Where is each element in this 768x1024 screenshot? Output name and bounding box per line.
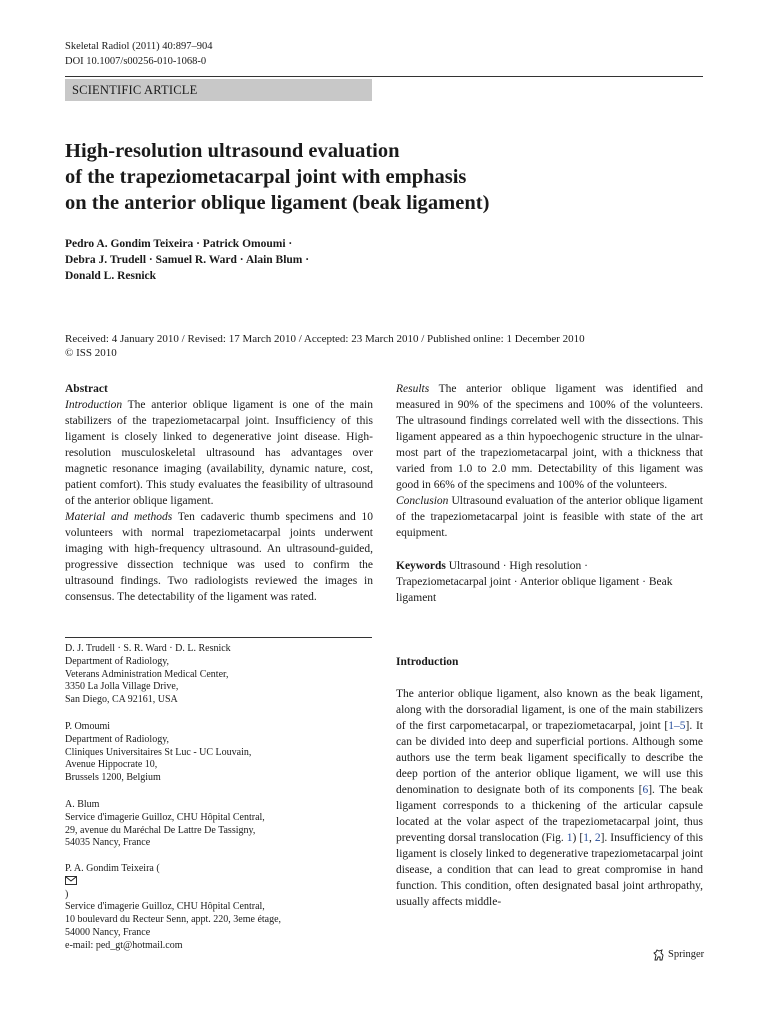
introduction-text: [396, 686, 703, 910]
intro-text-span: ]. Insufficiency of this ligament is closely linked to degenerative trapeziometacarpal joint disease, a condition that can lead to great compromise in hand function. This condition, often designated basal joint arthropathy, usually affects middle-: [396, 832, 703, 908]
author-line: Debra J. Trudell · Samuel R. Ward · Alain Blum ·: [65, 254, 310, 266]
affiliation-line: San Diego, CA 92161, USA: [65, 694, 178, 706]
keywords-label: Keywords: [396, 560, 446, 572]
springer-horse-icon: [652, 948, 666, 962]
email-link[interactable]: e-mail: ped_gt@hotmail.com: [65, 939, 183, 951]
intro-text-span: The anterior oblique ligament, also known as the beak ligament, along with the dorsoradial ligament, is one of the main stabilizers of the first carpometacarpal, or trapeziometacarpal, joint [: [396, 688, 703, 732]
affiliation-block: [65, 643, 373, 707]
abstract-conclusion-text: Ultrasound evaluation of the anterior oblique ligament of the trapeziometacarpal joint is feasible with state of the art equipment.: [396, 495, 704, 539]
keywords-line: ligament: [396, 592, 437, 604]
figure-link[interactable]: 1: [566, 832, 573, 844]
keywords-line: Ultrasound · High resolution ·: [448, 560, 588, 572]
doi: DOI 10.1007/s00256-010-1068-0: [65, 56, 207, 67]
envelope-icon: [65, 876, 77, 885]
abstract-methods-text: Ten cadaveric thumb specimens and 10 volunteers with normal trapeziometacarpal joints underwent imaging with high-frequency ultrasound. An ultrasound-guided, progressive dissection technique was used to confirm the ultrasound findings. Two radiologists reviewed the images in consensus. The detectability of the ligament was rated.: [65, 511, 374, 603]
affiliation-line: Department of Radiology,: [65, 655, 170, 667]
abstract-results-label: Results: [396, 383, 430, 395]
intro-text-span: ,: [588, 832, 595, 844]
affiliation-line: Brussels 1200, Belgium: [65, 772, 161, 784]
citation-link[interactable]: 6: [642, 784, 649, 796]
title-line: High-resolution ultrasound evaluation: [65, 140, 400, 162]
intro-text-span: ]. It can be divided into deep and superficial portions. Although some authors use the term beak ligament specifically to describe the deep portion of the anterior oblique ligament, we will use this denomination to designate both of its components [: [396, 720, 704, 796]
affiliation-line: 54035 Nancy, France: [65, 837, 151, 849]
keywords: [396, 558, 703, 606]
affiliation-block: [65, 799, 373, 850]
affiliation-line: Service d'imagerie Guilloz, CHU Hôpital Central,: [65, 811, 265, 823]
abstract-conclusion: [396, 493, 703, 541]
abstract-results: [396, 381, 703, 493]
affiliation-line: Veterans Administration Medical Center,: [65, 668, 229, 680]
affiliation-line: Cliniques Universitaires St Luc - UC Louvain,: [65, 746, 252, 758]
affiliation-line: Department of Radiology,: [65, 733, 170, 745]
title-line: of the trapeziometacarpal joint with emphasis: [65, 166, 467, 188]
abstract-results-text: The anterior oblique ligament was identified and measured in 90% of the specimens and 100% of the volunteers. The ultrasound findings correlated well with the dissections. This ligament appeared as a thin hypoechogenic structure in the ulnar-most part of the trapeziometacarpal joint, with a thickness that varied from 1.0 to 2.0 mm. Detectability of this ligament was good in 66% of the specimens and 100% of the volunteers.: [396, 383, 703, 491]
affiliation-line: 10 boulevard du Recteur Senn, appt. 220, 3eme étage,: [65, 914, 282, 926]
author-line: Pedro A. Gondim Teixeira · Patrick Omoumi ·: [65, 238, 293, 250]
article-title: [65, 138, 705, 216]
affiliation-rule: [65, 637, 372, 638]
publisher-logo: [652, 948, 704, 962]
corresponding-author: P. A. Gondim Teixeira (: [65, 863, 160, 874]
affiliation-line: D. J. Trudell · S. R. Ward · D. L. Resnick: [65, 643, 231, 654]
abstract-conclusion-label: Conclusion: [396, 495, 449, 507]
history-dates: Received: 4 January 2010 / Revised: 17 March 2010 / Accepted: 23 March 2010 / Published online: 1 December 2010: [65, 333, 585, 345]
header-rule: [65, 76, 703, 77]
affiliation-line: 29, avenue du Maréchal De Lattre De Tassigny,: [65, 824, 256, 836]
journal-citation: Skeletal Radiol (2011) 40:897–904: [65, 41, 213, 52]
abstract-methods: [65, 509, 373, 605]
copyright: © ISS 2010: [65, 347, 117, 359]
citation-link[interactable]: 1: [583, 832, 589, 844]
author-list: [65, 236, 665, 284]
affiliation-line: Avenue Hippocrate 10,: [65, 759, 158, 771]
corresponding-close: ): [65, 888, 69, 900]
abstract-right: [396, 381, 703, 606]
affiliation-line: Service d'imagerie Guilloz, CHU Hôpital Central,: [65, 901, 265, 913]
affiliation-line: A. Blum: [65, 799, 100, 810]
affiliation-block-corresponding: [65, 863, 373, 953]
publisher-name: Springer: [668, 949, 705, 960]
citation-link[interactable]: 2: [594, 832, 601, 844]
intro-text-span: ) [: [572, 832, 584, 844]
intro-text-span: ]. The beak ligament corresponds to a thickening of the articular capsule located at the volar aspect of the trapeziometacarpal joint, thus preventing dorsal translocation (Fig.: [396, 784, 703, 844]
section-label: SCIENTIFIC ARTICLE: [65, 79, 372, 101]
author-line: Donald L. Resnick: [65, 270, 157, 282]
abstract-introduction-text: The anterior oblique ligament is one of the main stabilizers of the trapeziometacarpal joint. Insufficiency of this ligament is closely linked to degenerative joint disease. High-resolution musculoskeletal ultrasound has advantages over magnetic resonance imaging (availability, dynamic nature, cost, patient comfort). This study evaluates the feasibility of ultrasound of the anterior oblique ligament.: [65, 399, 373, 507]
abstract-introduction: [65, 397, 373, 509]
affiliation-line: 3350 La Jolla Village Drive,: [65, 681, 179, 693]
affiliation-line: P. Omoumi: [65, 721, 111, 732]
abstract-methods-label: Material and methods: [65, 511, 173, 523]
abstract-left: [65, 381, 373, 605]
abstract-heading: Abstract: [65, 383, 108, 395]
keywords-line: Trapeziometacarpal joint · Anterior oblique ligament · Beak: [396, 576, 673, 588]
title-line: on the anterior oblique ligament (beak ligament): [65, 192, 490, 214]
citation-link[interactable]: 1–5: [668, 720, 686, 732]
affiliation-block: [65, 721, 373, 785]
introduction-heading: Introduction: [396, 656, 459, 668]
abstract-introduction-label: Introduction: [65, 399, 123, 411]
affiliation-line: 54000 Nancy, France: [65, 926, 151, 938]
